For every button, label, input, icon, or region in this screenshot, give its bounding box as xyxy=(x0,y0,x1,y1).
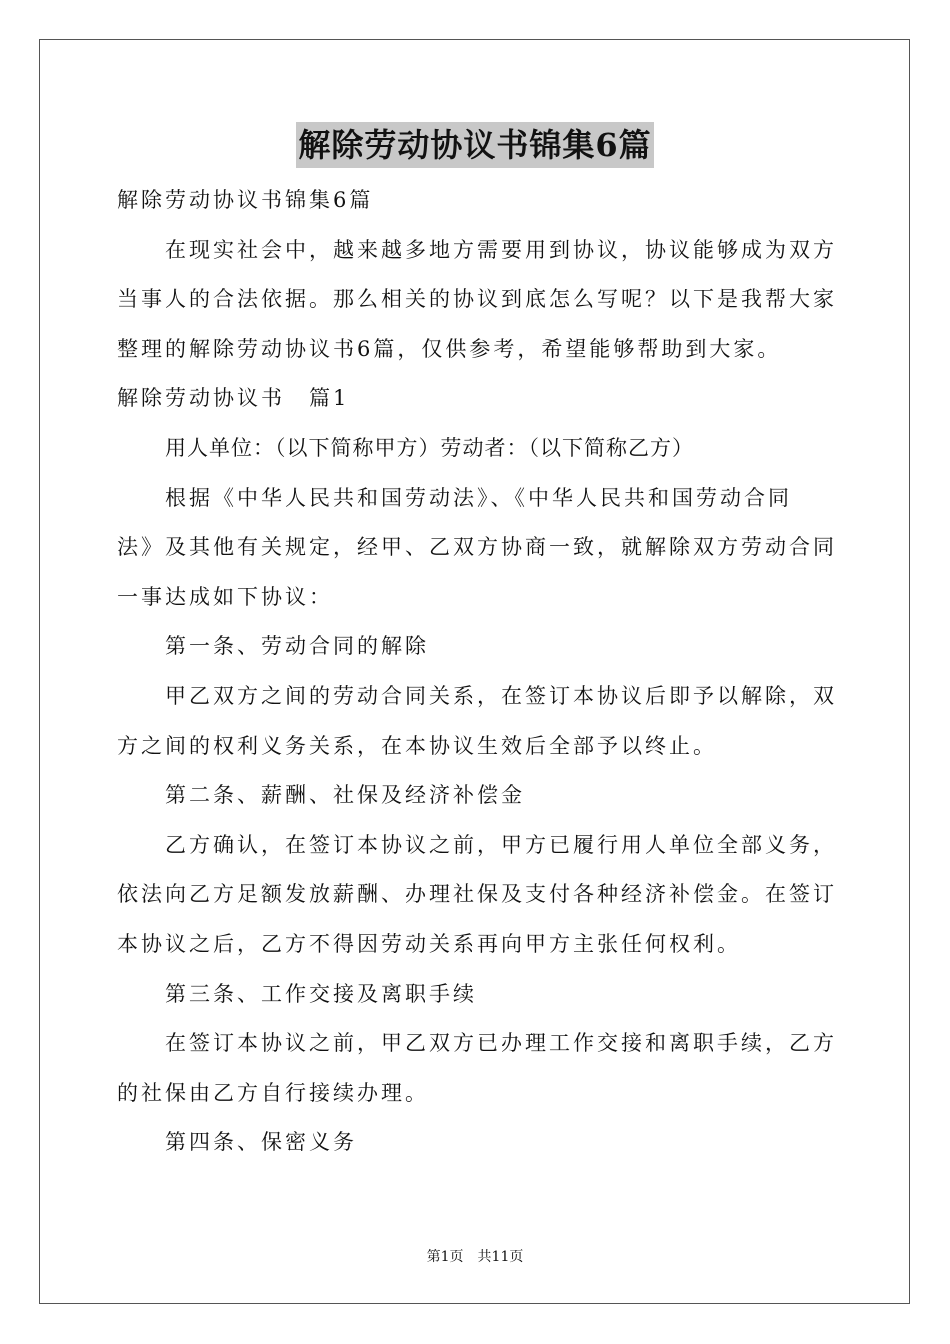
paragraph-line: 一事达成如下协议： xyxy=(117,584,333,609)
paragraph-line: 甲乙双方之间的劳动合同关系，在签订本协议后即予以解除，双 xyxy=(165,683,837,708)
subtitle-line: 解除劳动协议书锦集6篇 xyxy=(117,188,374,212)
paragraph-line: 乙方确认，在签订本协议之前，甲方已履行用人单位全部义务， xyxy=(165,832,837,857)
article-heading: 第一条、劳动合同的解除 xyxy=(165,634,429,659)
section-heading: 解除劳动协议书 篇1 xyxy=(117,386,350,411)
document-body xyxy=(117,176,837,1168)
paragraph-line: 本协议之后，乙方不得因劳动关系再向甲方主张任何权利。 xyxy=(117,931,741,956)
paragraph-line: 根据《中华人民共和国劳动法》、《中华人民共和国劳动合同 xyxy=(165,485,792,510)
article-heading: 第四条、保密义务 xyxy=(165,1130,357,1155)
page-footer: 第1页 共11页 xyxy=(426,1249,524,1265)
paragraph-line: 在签订本协议之前，甲乙双方已办理工作交接和离职手续，乙方 xyxy=(165,1031,837,1056)
paragraph-line: 用人单位：（以下简称甲方）劳动者：（以下简称乙方） xyxy=(165,435,694,460)
paragraph-line: 依法向乙方足额发放薪酬、办理社保及支付各种经济补偿金。在签订 xyxy=(117,882,837,907)
paragraph-line: 整理的解除劳动协议书6篇，仅供参考，希望能够帮助到大家。 xyxy=(117,336,782,361)
title-container xyxy=(0,122,950,168)
paragraph-line: 的社保由乙方自行接续办理。 xyxy=(117,1080,429,1105)
paragraph-line: 方之间的权利义务关系，在本协议生效后全部予以终止。 xyxy=(117,733,717,758)
paragraph-line: 法》及其他有关规定，经甲、乙双方协商一致，就解除双方劳动合同 xyxy=(117,535,837,560)
paragraph-line: 在现实社会中，越来越多地方需要用到协议，协议能够成为双方 xyxy=(165,237,837,262)
document-title: 解除劳动协议书锦集6篇 xyxy=(296,122,653,168)
article-heading: 第三条、工作交接及离职手续 xyxy=(165,981,477,1006)
paragraph-line: 当事人的合法依据。那么相关的协议到底怎么写呢？以下是我帮大家 xyxy=(117,287,837,312)
article-heading: 第二条、薪酬、社保及经济补偿金 xyxy=(165,783,525,808)
